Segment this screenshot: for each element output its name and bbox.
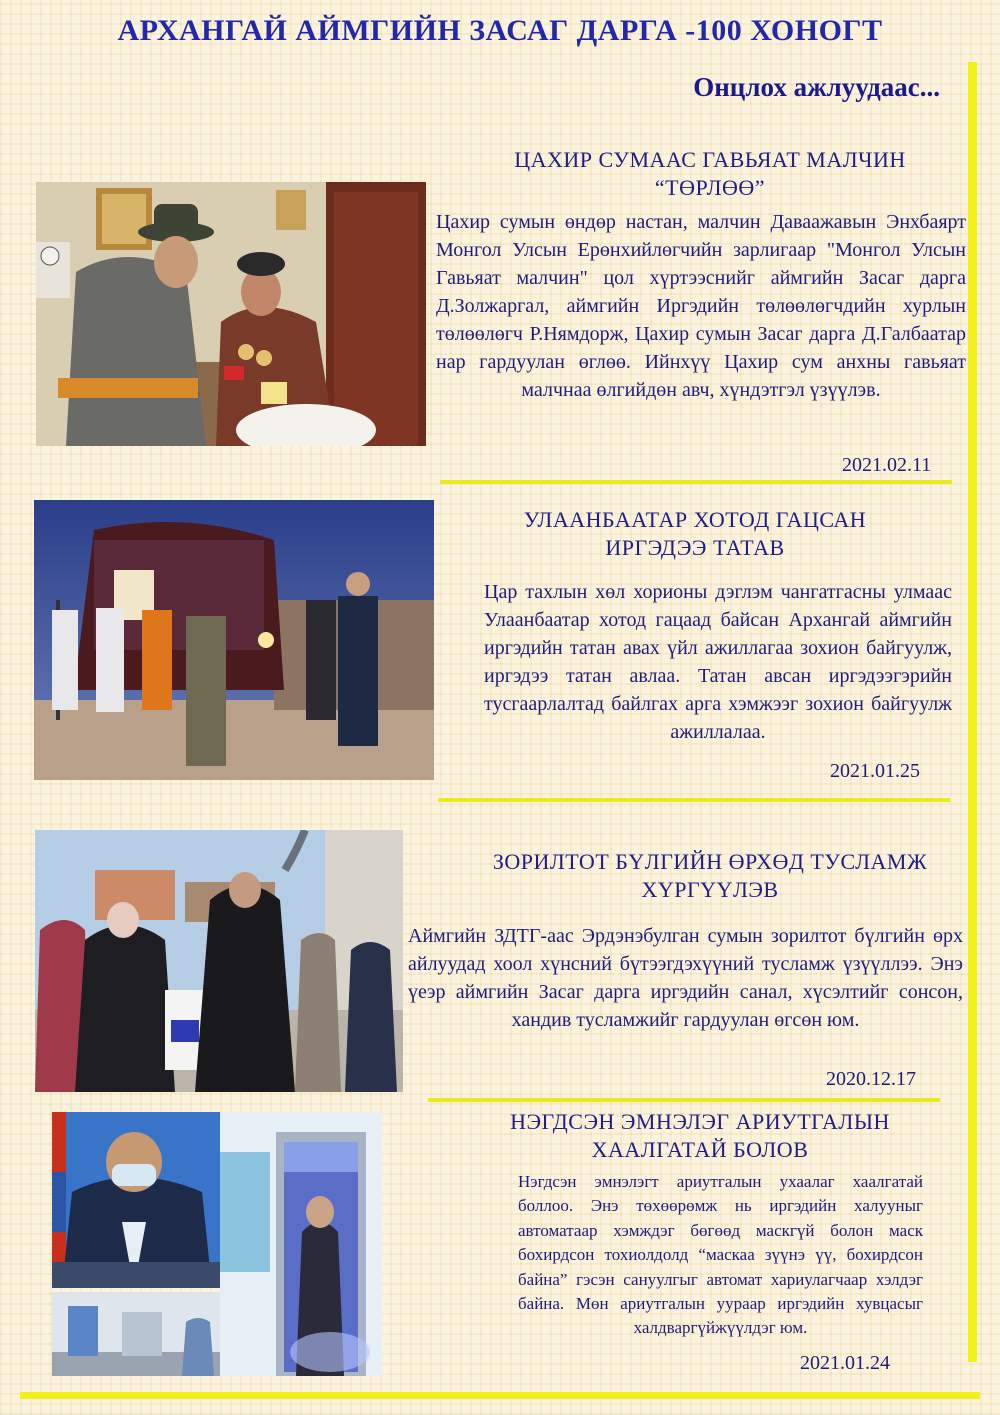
article-4-date: 2021.01.24 [800, 1352, 890, 1374]
article-4-heading-line-1: НЭГДСЭН ЭМНЭЛЭГ АРИУТГАЛЫН [510, 1109, 890, 1134]
article-4-photo-left-top [52, 1112, 220, 1288]
article-2-photo [34, 500, 434, 780]
article-3-heading [440, 848, 980, 904]
article-4-body: Нэгдсэн эмнэлэгт ариутгалын ухаалаг хаалгатай боллоо. Энэ төхөөрөмж нь иргэдийн халууныг автоматаар хэмждэг бөгөөд маскгүй болон маск бохирдсон тохиолдолд “маскаа зүүнэ үү, бохирдсон байна” гэсэн сануулгыг автомат хариулагчаар хэлдэг байна. Мөн ариутгалын уураар иргэдийн хувцасыг халдваргүйжүүлдэг юм. [518, 1172, 923, 1338]
decorative-border-right [968, 62, 977, 1362]
decorative-border-bottom [20, 1392, 980, 1399]
page-title: АРХАНГАЙ АЙМГИЙН ЗАСАГ ДАРГА -100 ХОНОГТ [117, 14, 883, 47]
article-4-heading-line-2: ХААЛГАТАЙ БОЛОВ [591, 1137, 809, 1162]
article-1-divider [440, 480, 952, 484]
article-3-body: Аймгийн ЗДТГ-аас Эрдэнэбулган сумын зорилтот бүлгийн өрх айлуудад хоол хүнсний бүтээгдэхүүний тусламж үзүүллээ. Энэ үеэр аймгийн Засаг дарга иргэдийн санал, хүсэлтийг сонсон, хандив тусламжийг гардуулан өгсөн юм. [408, 925, 963, 1031]
article-1-body: Цахир сумын өндөр настан, малчин Даваажавын Энхбаярт Монгол Улсын Ерөнхийлөгчийн зарлигаар "Монгол Улсын Гавьяат малчин" цол хүртээснийг аймгийн Засаг дарга Д.Золжаргал, аймгийн Иргэдийн төлөөлөгчдийн хурлын төлөөлөгч Р.Нямдорж, Цахир сумын Засаг дарга Д.Галбаатар нар гардуулан өглөө. Ийнхүү Цахир сум анхны гавьяат малчнаа өлгийдөн авч, хүндэтгэл үзүүлэв. [436, 211, 966, 401]
article-2-date: 2021.01.25 [830, 760, 920, 782]
article-2-heading-line-1: УЛААНБААТАР ХОТОД ГАЦСАН [523, 507, 867, 532]
article-2-heading-line-2: ИРГЭДЭЭ ТАТАВ [605, 535, 785, 560]
article-1-date: 2021.02.11 [842, 454, 932, 476]
article-1-heading [430, 146, 990, 202]
article-1-photo [36, 182, 426, 446]
article-2-divider [438, 798, 950, 802]
article-2-heading [440, 506, 950, 562]
article-3-heading-line-1: ЗОРИЛТОТ БҮЛГИЙН ӨРХӨД ТУСЛАМЖ [492, 849, 928, 874]
article-3-divider [428, 1098, 940, 1102]
page-subtitle: Онцлох ажлуудаас... [693, 72, 940, 102]
article-3-date: 2020.12.17 [826, 1068, 916, 1090]
article-4-heading [440, 1108, 960, 1164]
article-1-heading-line-2: “ТӨРЛӨӨ” [654, 175, 766, 200]
article-2-body: Цар тахлын хөл хорионы дэглэм чангатгасны улмаас Улаанбаатар хотод гацаад байсан Архангай аймгийн иргэдийн татан авах үйл ажиллагаа зохион байгуулж, иргэдээ татан авлаа. Татан авсан иргэдээгэрийн тусгаарлалтад байлгах арга хэмжээг зохион байгуулж ажиллалаа. [484, 581, 952, 743]
article-3-heading-line-2: ХҮРГҮҮЛЭВ [641, 877, 779, 902]
article-1-heading-line-1: ЦАХИР СУМААС ГАВЬЯАТ МАЛЧИН [514, 147, 906, 172]
article-3-photo [35, 830, 403, 1092]
article-4-photo-right [220, 1112, 382, 1376]
article-4-photo-left-bottom [52, 1292, 220, 1376]
